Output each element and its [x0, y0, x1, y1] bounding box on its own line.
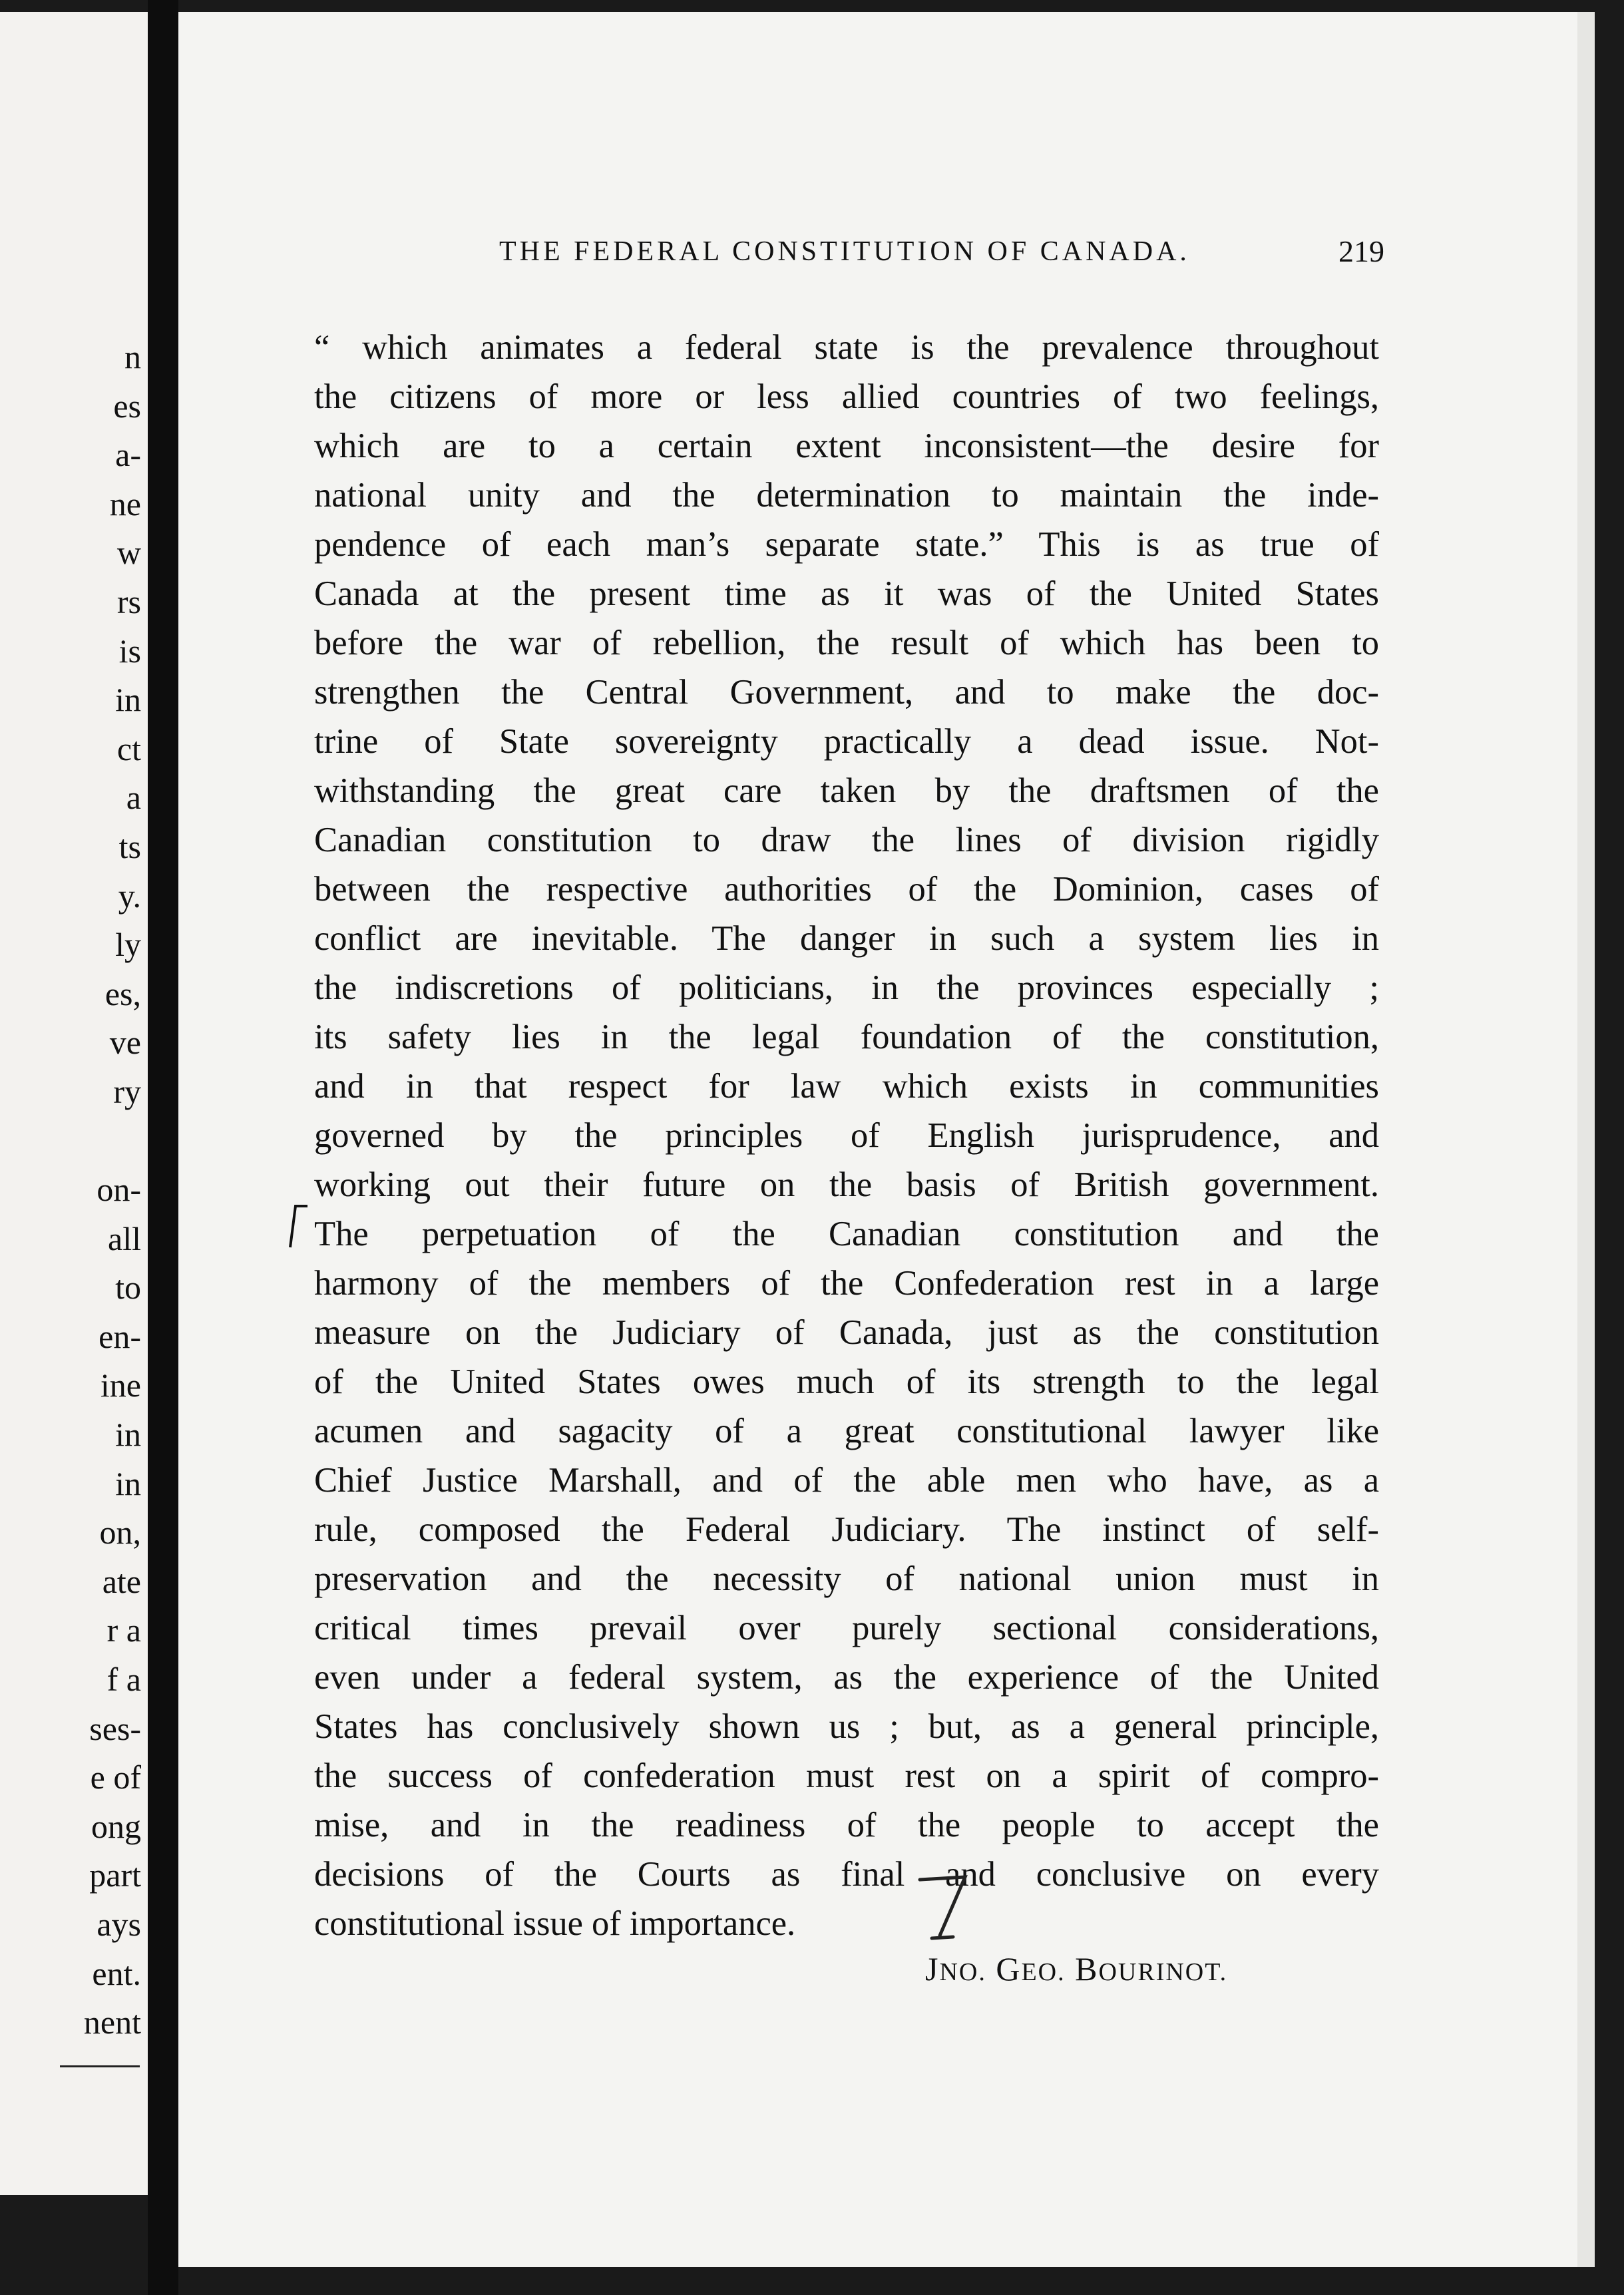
- text-line: the indiscretions of politicians, in the provinces especially ;: [314, 968, 1379, 1007]
- facing-page-fragment: ine: [100, 1366, 141, 1404]
- facing-page-fragment: ly: [115, 926, 141, 964]
- text-line: trine of State sovereignty practically a dead issue. Not-: [314, 722, 1379, 761]
- book-gutter: [148, 0, 178, 2295]
- body-text: [314, 323, 1379, 1948]
- text-line: of the United States owes much of its strength to the legal: [314, 1362, 1379, 1401]
- facing-page-fragment: ent.: [92, 1954, 141, 1992]
- facing-page-fragment: es,: [104, 974, 141, 1012]
- text-line: “ which animates a federal state is the prevalence throughout: [314, 328, 1379, 367]
- facing-page-fragment: r a: [106, 1611, 141, 1649]
- text-line: between the respective authorities of the Dominion, cases of: [314, 870, 1379, 909]
- text-line: even under a federal system, as the experience of the United: [314, 1658, 1379, 1697]
- text-line: Chief Justice Marshall, and of the able men who have, as a: [314, 1461, 1379, 1500]
- facing-page-fragment: es: [113, 387, 141, 425]
- facing-page-fragment: a: [126, 779, 141, 817]
- text-line: constitutional issue of importance.: [314, 1904, 796, 1943]
- text-line: before the war of rebellion, the result of which has been to: [314, 624, 1379, 662]
- facing-page-fragment: to: [115, 1269, 141, 1307]
- text-line: The perpetuation of the Canadian constitution and the: [314, 1215, 1379, 1253]
- page-edge: [1577, 12, 1595, 2267]
- facing-page-fragment: w: [116, 534, 141, 572]
- text-line: the citizens of more or less allied countries of two feelings,: [314, 377, 1379, 416]
- text-line: acumen and sagacity of a great constitutional lawyer like: [314, 1412, 1379, 1450]
- facing-page-fragment: ong: [91, 1807, 141, 1845]
- text-line: and in that respect for law which exists in communities: [314, 1067, 1379, 1106]
- text-line: working out their future on the basis of British government.: [314, 1165, 1379, 1204]
- facing-page-fragment: e of: [90, 1759, 141, 1796]
- text-line: measure on the Judiciary of Canada, just as the constitution: [314, 1313, 1379, 1352]
- text-line: governed by the principles of English jurisprudence, and: [314, 1116, 1379, 1155]
- facing-page-fragment: in: [115, 1416, 141, 1454]
- text-line: harmony of the members of the Confederation rest in a large: [314, 1264, 1379, 1303]
- text-line: its safety lies in the legal foundation of the constitution,: [314, 1018, 1379, 1056]
- facing-page-fragment: part: [89, 1856, 141, 1894]
- facing-page-fragment: in: [115, 681, 141, 719]
- facing-page-fragment: ts: [118, 827, 141, 865]
- facing-page-fragment: ses-: [89, 1709, 141, 1747]
- text-line: mise, and in the readiness of the people to accept the: [314, 1806, 1379, 1844]
- facing-page-fragment: [0, 1117, 141, 1166]
- author-signature: JNO. GEO. BOURINOT.: [925, 1950, 1228, 1987]
- facing-page-fragment: on,: [99, 1514, 141, 1552]
- text-line: strengthen the Central Government, and to make the doc-: [314, 673, 1379, 712]
- text-line: conflict are inevitable. The danger in such a system lies in: [314, 919, 1379, 958]
- facing-page-fragment: ne: [109, 485, 141, 522]
- text-line: Canada at the present time as it was of the United States: [314, 574, 1379, 613]
- page-number: 219: [1338, 234, 1384, 268]
- text-line: States has conclusively shown us ; but, as a general principle,: [314, 1707, 1379, 1746]
- text-line: critical times prevail over purely sectional considerations,: [314, 1609, 1379, 1647]
- facing-page-fragment: ays: [97, 1906, 141, 1943]
- facing-page-fragment: f a: [106, 1661, 141, 1699]
- facing-page-fragment: ry: [113, 1072, 141, 1110]
- facing-page-fragment: n: [124, 338, 141, 375]
- text-line: the success of confederation must rest on a spirit of compro-: [314, 1757, 1379, 1795]
- text-line: withstanding the great care taken by the draftsmen of the: [314, 771, 1379, 810]
- footnote-rule-left: [60, 2065, 140, 2067]
- facing-page-left: [0, 12, 148, 2195]
- facing-page-fragment: in: [115, 1464, 141, 1502]
- facing-page-text-fragments: [0, 333, 141, 2047]
- text-line: Canadian constitution to draw the lines of division rigidly: [314, 821, 1379, 859]
- handwritten-pencil-mark: [913, 1872, 973, 1945]
- facing-page-fragment: en-: [99, 1317, 141, 1355]
- facing-page-fragment: is: [118, 632, 141, 670]
- facing-page-fragment: ate: [102, 1562, 141, 1600]
- facing-page-fragment: nent: [83, 2003, 141, 2041]
- facing-page-fragment: y.: [118, 877, 141, 915]
- text-line: preservation and the necessity of national union must in: [314, 1560, 1379, 1598]
- handwritten-bracket-mark: [288, 1203, 314, 1250]
- facing-page-fragment: ve: [109, 1024, 141, 1062]
- facing-page-fragment: all: [108, 1219, 141, 1257]
- facing-page-fragment: ct: [116, 730, 141, 767]
- facing-page-fragment: on-: [97, 1171, 141, 1209]
- text-line: decisions of the Courts as final and conclusive on every: [314, 1855, 1379, 1894]
- text-line: national unity and the determination to maintain the inde-: [314, 476, 1379, 515]
- facing-page-fragment: a-: [115, 436, 141, 474]
- running-head: [173, 225, 1384, 278]
- running-head-title: THE FEDERAL CONSTITUTION OF CANADA.: [499, 236, 1190, 267]
- text-line: which are to a certain extent inconsistent—the desire for: [314, 427, 1379, 465]
- text-line: pendence of each man’s separate state.” This is as true of: [314, 525, 1379, 564]
- facing-page-fragment: rs: [116, 582, 141, 620]
- text-line: rule, composed the Federal Judiciary. The instinct of self-: [314, 1510, 1379, 1549]
